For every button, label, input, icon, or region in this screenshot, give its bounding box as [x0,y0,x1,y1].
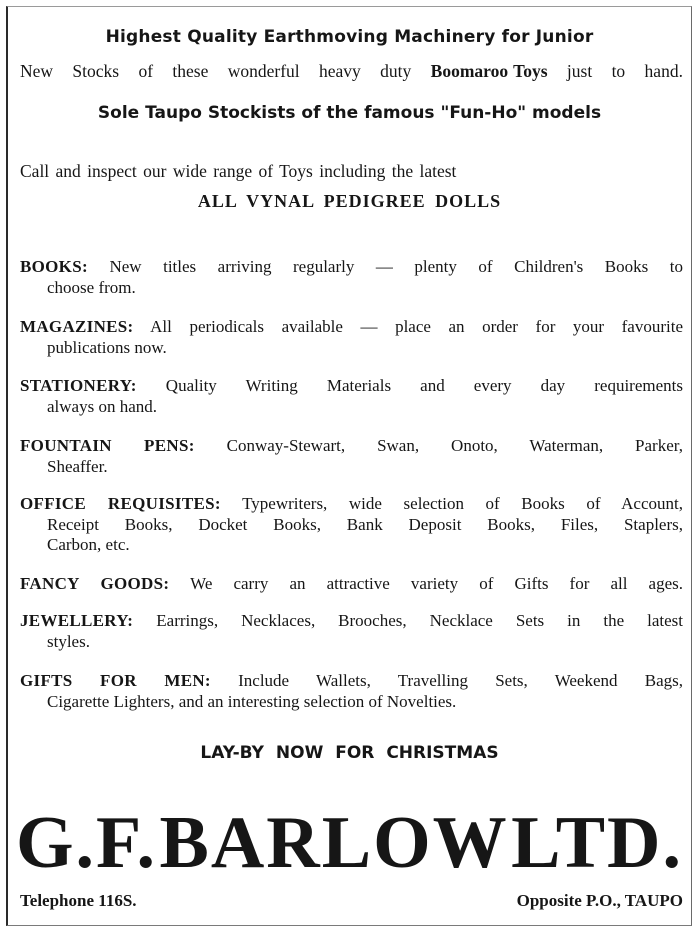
location: Opposite P.O., TAUPO [516,891,683,910]
inspect-line: Call and inspect our wide range of Toys including the latest [20,161,457,181]
section-label: MAGAZINES: [20,317,134,336]
section-text: New titles arriving regularly — plenty of Children's Books to [109,257,683,276]
layby-heading: LAY-BY NOW FOR CHRISTMAS [200,743,499,763]
stock-word: Stocks [72,61,120,81]
section-text: Earrings, Necklaces, Brooches, Necklace Sets in the latest [156,611,683,630]
section-label: GIFTS FOR MEN: [20,671,211,690]
section-text: publications now. [47,337,167,357]
section-text: Sheaffer. [47,456,108,476]
section-label: STATIONERY: [20,376,137,395]
section-text: Receipt Books, Docket Books, Bank Deposit Books, Files, Staplers, [47,514,683,534]
section-text: Conway-Stewart, Swan, Onoto, Waterman, Parker, [226,436,683,455]
telephone: Telephone 116S. [20,891,137,910]
magazines-section [20,317,683,358]
section-text: Quality Writing Materials and every day requirements [165,376,683,395]
stock-word: New [20,61,54,81]
company-name-part: LTD. [511,802,683,884]
jewellery-section [20,611,683,652]
stock-word: to [611,61,626,81]
stock-word: just [566,61,593,81]
section-text: Carbon, etc. [47,535,130,554]
section-text: always on hand. [47,396,158,416]
section-text: choose from. [47,277,136,297]
books-section [20,257,683,298]
section-label: FOUNTAIN PENS: [20,436,195,455]
section-label: BOOKS: [20,257,88,276]
dolls-heading: ALL VYNAL PEDIGREE DOLLS [197,191,502,211]
fountain-pens-section [20,436,683,477]
advertisement-page [6,6,692,926]
office-requisites-section [20,494,683,556]
section-label: OFFICE REQUISITES: [20,494,221,513]
brand-name: Boomaroo Toys [430,61,548,81]
stock-word: hand. [644,61,683,81]
stock-word: duty [380,61,412,81]
stock-word: of [138,61,154,81]
section-label: FANCY GOODS: [20,574,170,593]
section-text: Cigarette Lighters, and an interesting selection of Novelties. [47,691,457,711]
stock-word: heavy [319,61,361,81]
headline: Highest Quality Earthmoving Machinery for Junior [105,27,594,47]
stockists-heading: Sole Taupo Stockists of the famous "Fun-Ho" models [97,103,602,123]
fancy-goods-section [20,574,683,595]
company-name-part: G.F. [16,802,157,884]
section-label: JEWELLERY: [20,611,134,630]
section-text: Include Wallets, Travelling Sets, Weekend Bags, [238,671,683,690]
company-name [16,803,683,883]
gifts-for-men-section [20,671,683,712]
stationery-section [20,376,683,417]
section-text: All periodicals available — place an order for your favourite [150,317,683,336]
stock-word: wonderful [227,61,300,81]
company-name-part: BARLOW [159,802,509,884]
section-text: Typewriters, wide selection of Books of Account, [242,494,683,513]
section-text: We carry an attractive variety of Gifts for all ages. [190,574,683,593]
section-text: styles. [47,631,90,651]
stock-word: these [172,61,209,81]
stock-line [20,61,683,82]
